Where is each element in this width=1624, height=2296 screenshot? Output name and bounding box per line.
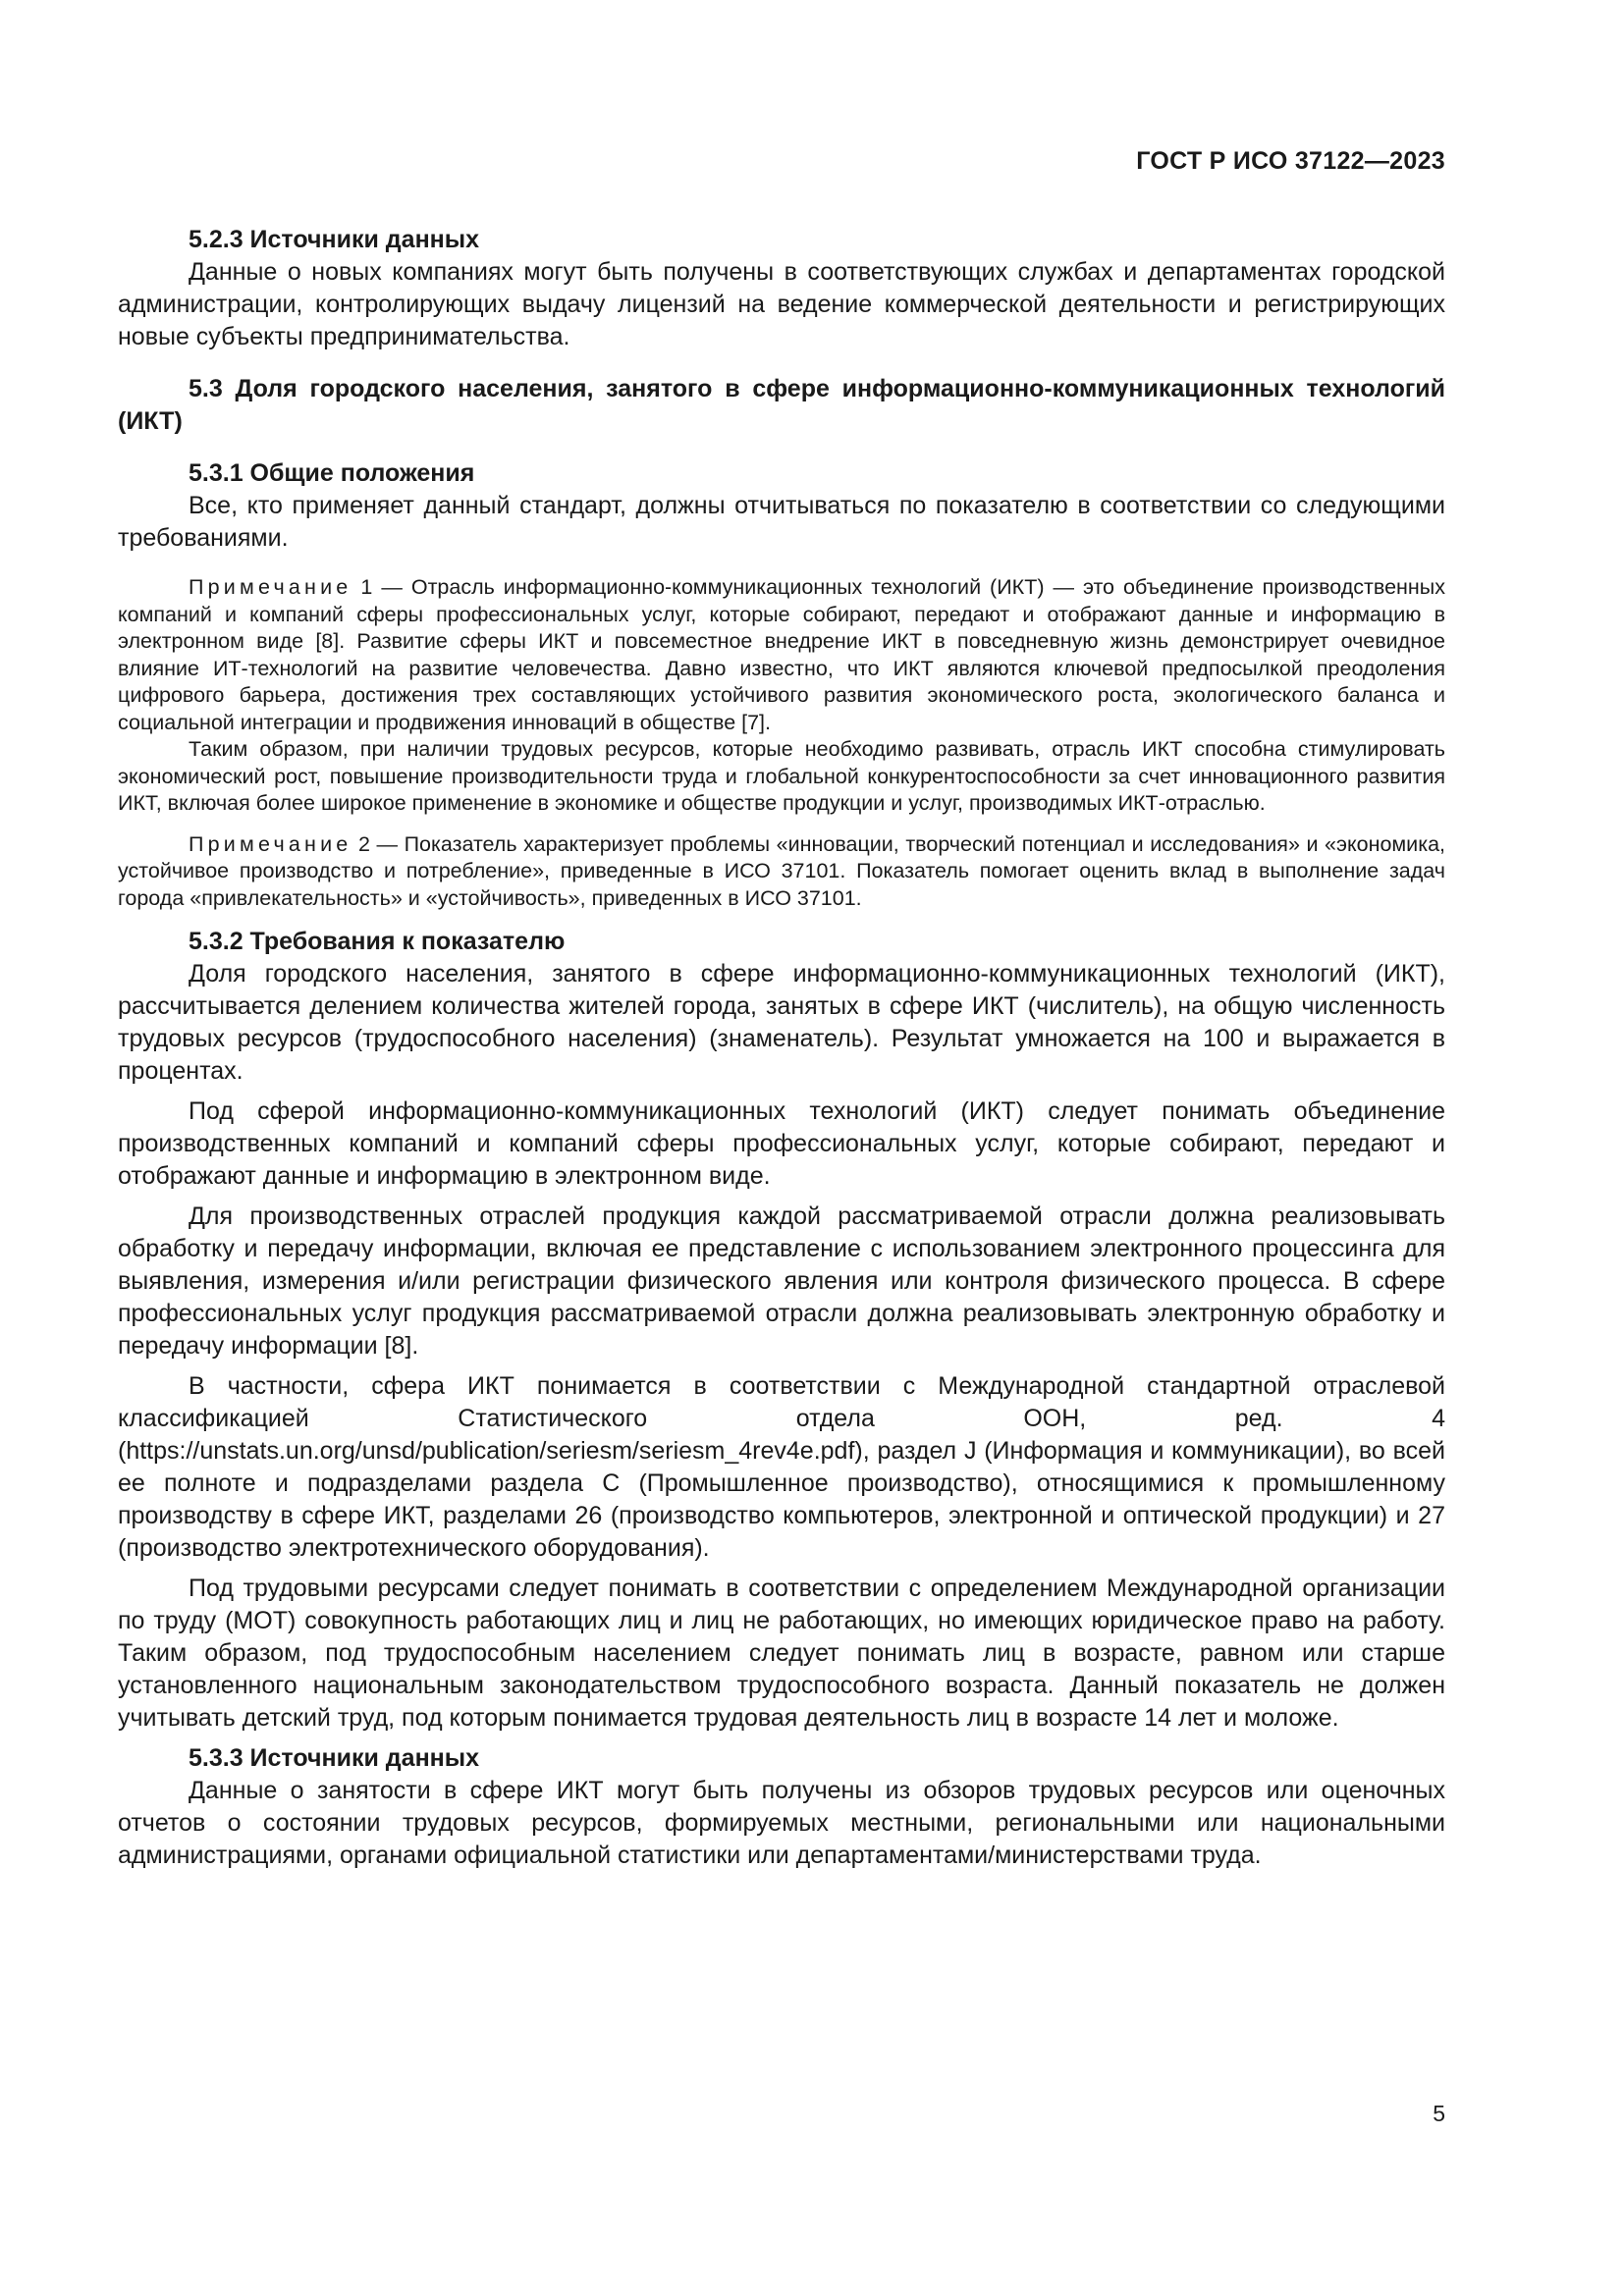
note-1-continuation: Таким образом, при наличии трудовых ресурсов, которые необходимо развивать, отрасль ИКТ способна стимулировать экономический рост, повышение производительности труда и глобальной конкурентоспособности за счет инновационного развития ИКТ, включая более широкое применение в экономике и обществе продукции и услуг, производимых ИКТ-отраслью. [118, 737, 1445, 815]
section-5-3-3-title: 5.3.3 Источники данных [189, 1744, 480, 1772]
note-2 [118, 831, 1445, 913]
note-1-text: 1 — Отрасль информационно-коммуникационных технологий (ИКТ) — это объединение производственных компаний и компаний сферы профессиональных услуг, которые собирают, передают и отображают данные и информацию в электронном виде [8]. Развитие сферы ИКТ и повсеместное внедрение ИКТ в повседневную жизнь демонстрирует очевидное влияние ИТ-технологий на развитие человечества. Давно известно, что ИКТ являются ключевой предпосылкой преодоления цифрового барьера, достижения трех составляющих устойчивого развития экономического роста, экологического баланса и социальной интеграции и продвижения инноваций в обществе [7]. [118, 575, 1445, 734]
section-5-2-3-title: 5.2.3 Источники данных [189, 226, 480, 253]
note-1-label: Примечание [189, 575, 352, 599]
section-5-3-2-paragraph-1: Доля городского населения, занятого в сфере информационно-коммуникационных технологий (ИКТ), рассчитывается делением количества жителей города, занятых в сфере ИКТ (числитель), на общую численность трудовых ресурсов (трудоспособного населения) (знаменатель). Результат умножается на 100 и выражается в процентах. [118, 960, 1445, 1085]
section-5-3-2-title: 5.3.2 Требования к показателю [189, 928, 566, 955]
document-header: ГОСТ Р ИСО 37122—2023 [1136, 147, 1445, 175]
note-2-text: 2 — Показатель характеризует проблемы «инновации, творческий потенциал и исследования» и «экономика, устойчивое производство и потребление», приведенные в ИСО 37101. Показатель помогает оценить вклад в выполнение задач города «привлекательность» и «устойчивость», приведенных в ИСО 37101. [118, 831, 1445, 910]
page-number: 5 [1433, 2101, 1445, 2126]
section-5-3-1-title: 5.3.1 Общие положения [189, 459, 475, 487]
section-5-3-2-paragraph-2: Под сферой информационно-коммуникационных технологий (ИКТ) следует понимать объединение производственных компаний и компаний сферы профессиональных услуг, которые собирают, передают и отображают данные и информацию в электронном виде. [118, 1097, 1445, 1190]
note-2-label: Примечание [189, 831, 352, 856]
note-1 [118, 574, 1445, 736]
section-5-3-1-paragraph: Все, кто применяет данный стандарт, должны отчитываться по показателю в соответствии со следующими требованиями. [118, 492, 1445, 552]
section-5-3-3-paragraph: Данные о занятости в сфере ИКТ могут быть получены из обзоров трудовых ресурсов или оценочных отчетов о состоянии трудовых ресурсов, формируемых местными, региональными или национальными администрациями, органами официальной статистики или департаментами/министерствами труда. [118, 1777, 1445, 1869]
section-5-2-3-paragraph: Данные о новых компаниях могут быть получены в соответствующих службах и департаментах городской администрации, контролирующих выдачу лицензий на ведение коммерческой деятельности и регистрирующих новые субъекты предпринимательства. [118, 258, 1445, 350]
section-5-3-2-paragraph-3: Для производственных отраслей продукция каждой рассматриваемой отрасли должна реализовывать обработку и передачу информации, включая ее представление с использованием электронного процессинга для выявления, измерения и/или регистрации физического явления или контроля физического процесса. В сфере профессиональных услуг продукция рассматриваемой отрасли должна реализовывать электронную обработку и передачу информации [8]. [118, 1202, 1445, 1360]
document-body [118, 224, 1445, 1872]
section-5-3-2-paragraph-5: Под трудовыми ресурсами следует понимать в соответствии с определением Международной организации по труду (МОТ) совокупность работающих лиц и лиц не работающих, но имеющих юридическое право на работу. Таким образом, под трудоспособным населением следует понимать лиц в возрасте, равном или старше установленного национальным законодательством трудоспособного возраста. Данный показатель не должен учитывать детский труд, под которым понимается трудовая деятельность лиц в возрасте 14 лет и моложе. [118, 1575, 1445, 1732]
section-5-3-2-paragraph-4: В частности, сфера ИКТ понимается в соответствии с Международной стандартной отраслевой классификацией Статистического отдела ООН, ред. 4 (https://unstats.un.org/unsd/publication/seriesm/seriesm_4rev4e.pdf), раздел J (Информация и коммуникации), во всей ее полноте и подразделами раздела С (Промышленное производство), относящимися к промышленному производству в сфере ИКТ, разделами 26 (производство компьютеров, электронной и оптической продукции) и 27 (производство электротехнического оборудования). [118, 1372, 1445, 1562]
section-5-3-title: 5.3 Доля городского населения, занятого в сфере информационно-коммуникационных технологий (ИКТ) [118, 375, 1445, 435]
